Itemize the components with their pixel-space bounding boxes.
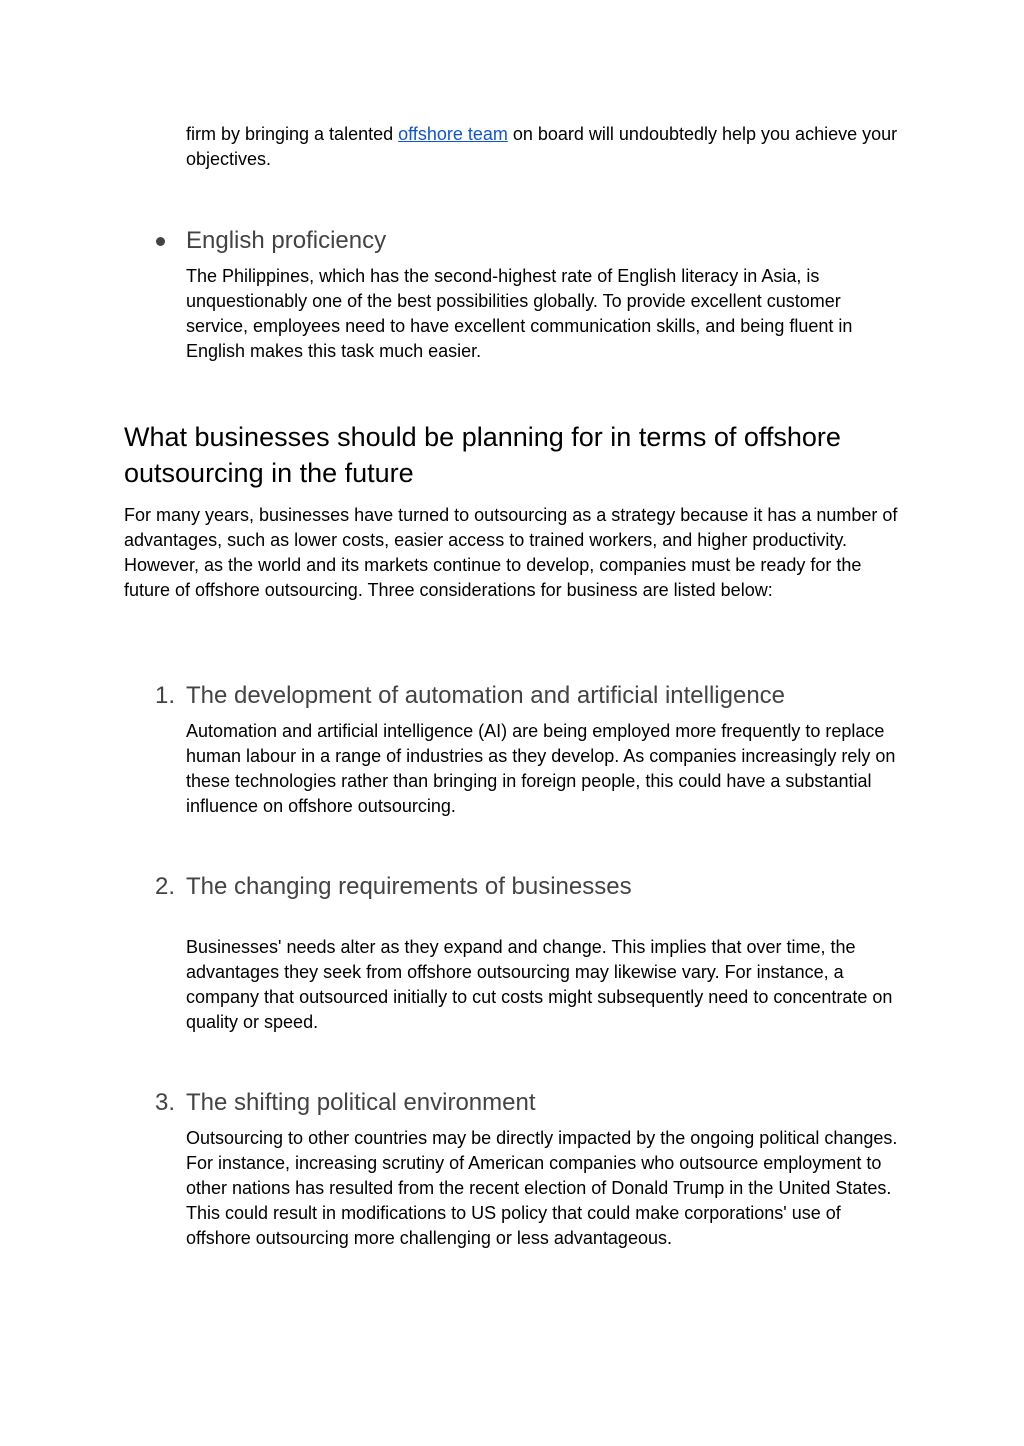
intro-text-after: on board will undoubtedly help you achieve your objectives. — [186, 124, 898, 169]
item-1-heading: The development of automation and artificial intelligence — [186, 682, 786, 709]
english-proficiency-body: The Philippines, which has the second-highest rate of English literacy in Asia, is unquestionably one of the best possibilities globally. To provide excellent customer service, employees need to have excellent communication skills, and being fluent in English makes this task much easier. — [186, 266, 853, 361]
english-proficiency-heading: English proficiency — [186, 227, 387, 254]
list-marker-2: 2. — [155, 873, 176, 900]
list-marker-3: 3. — [155, 1089, 176, 1116]
section-heading: What businesses should be planning for in terms of offshore outsourcing in the future — [124, 422, 841, 488]
intro-paragraph — [186, 122, 906, 172]
list-marker-1: 1. — [155, 682, 176, 709]
item-2-heading: The changing requirements of businesses — [186, 873, 632, 900]
item-2-body: Businesses' needs alter as they expand and change. This implies that over time, the advantages they seek from offshore outsourcing may likewise vary. For instance, a company that outsourced initially to cut costs might subsequently need to concentrate on quality or speed. — [186, 937, 893, 1032]
item-3-heading: The shifting political environment — [186, 1089, 536, 1116]
item-3-body: Outsourcing to other countries may be directly impacted by the ongoing political changes. For instance, increasing scrutiny of American companies who outsource employment to other nations has resulted from the recent election of Donald Trump in the United States. This could result in modifications to US policy that could make corporations' use of offshore outsourcing more challenging or less advantageous. — [186, 1128, 898, 1248]
intro-text-before: firm by bringing a talented — [186, 124, 399, 144]
offshore-team-link[interactable]: offshore team — [398, 124, 508, 144]
bullet-dot-icon — [156, 237, 165, 246]
item-1-body: Automation and artificial intelligence (AI) are being employed more frequently to replace human labour in a range of industries as they develop. As companies increasingly rely on these technologies rather than bringing in foreign people, this could have a substantial influence on offshore outsourcing. — [186, 721, 896, 816]
section-body: For many years, businesses have turned to outsourcing as a strategy because it has a number of advantages, such as lower costs, easier access to trained workers, and higher productivity. However, as the world and its markets continue to develop, companies must be ready for the future of offshore outsourcing. Three considerations for business are listed below: — [124, 505, 898, 600]
